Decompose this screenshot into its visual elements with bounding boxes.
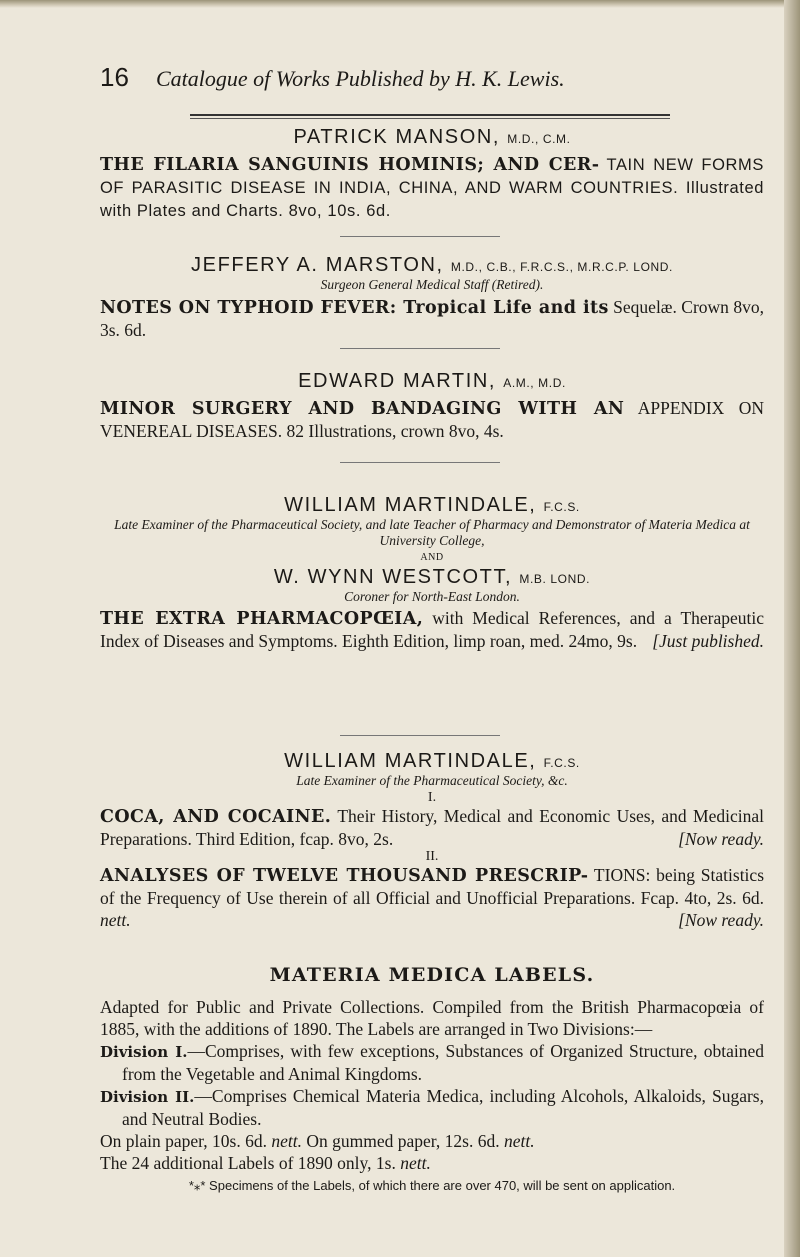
- price-line-one: [100, 1130, 764, 1152]
- author-role: Late Examiner of the Pharmaceutical Society, and late Teacher of Pharmacy and Demonstrator of Materia Medica at University College,: [114, 517, 750, 548]
- author-qualifications: M.D., C.B., F.R.C.S., M.R.C.P. LOND.: [450, 260, 673, 274]
- division-two: [100, 1085, 764, 1130]
- price-line-two: [100, 1152, 764, 1174]
- book-title: NOTES ON TYPHOID FEVER: Tropical Life and its: [100, 298, 609, 318]
- author-name: WILLIAM MARTINDALE,: [284, 750, 537, 772]
- book-title: COCA, AND COCAINE.: [100, 807, 332, 827]
- book-title: MINOR SURGERY AND BANDAGING WITH AN: [100, 399, 625, 419]
- materia-medica-section: [100, 964, 764, 1194]
- division-two-label: Division II.: [100, 1088, 195, 1106]
- coauthor-name: W. WYNN WESTCOTT,: [273, 566, 513, 588]
- section-title: MATERIA MEDICA LABELS.: [269, 964, 595, 986]
- page-number: 16: [100, 62, 129, 92]
- availability-note: [Now ready.: [678, 829, 764, 849]
- author-qualifications: F.C.S.: [543, 500, 580, 514]
- entry-martindale-westcott: [100, 494, 764, 652]
- section-intro: Adapted for Public and Private Collections. Compiled from the British Pharmacopœia of 1885, with the additions of 1890. The Labels are arranged in Two Divisions:—: [100, 997, 764, 1039]
- price-gummed: On gummed paper, 12s. 6d.: [306, 1131, 500, 1151]
- book-description: Sequelæ. Crown 8vo, 3s. 6d.: [100, 297, 764, 340]
- nett-label: nett.: [400, 1153, 431, 1173]
- entry-manson: [100, 126, 764, 222]
- author-heading: [100, 254, 764, 277]
- entry-body: [100, 397, 764, 442]
- and-connector: AND: [420, 552, 444, 563]
- book-description: Their History, Medical and Economic Uses, and Medicinal Preparations. Third Edition, fcap. 8vo, 2s.: [100, 806, 764, 849]
- entry-marston: [100, 254, 764, 341]
- entry-body: [100, 805, 764, 850]
- availability-note: [Now ready.: [678, 910, 764, 930]
- entry-body: [100, 607, 764, 652]
- availability-note: [Just published.: [652, 631, 764, 651]
- entry-martindale: [100, 750, 764, 931]
- separator-rule: [340, 462, 500, 463]
- part-numeral: I.: [427, 790, 437, 805]
- entry-body: [100, 864, 764, 931]
- separator-rule: [340, 236, 500, 237]
- book-description: with Medical References, and a Therapeutic Index of Diseases and Symptoms. Eighth Edition, limp roan, med. 24mo, 9s.: [100, 608, 765, 651]
- book-title: THE EXTRA PHARMACOPŒIA,: [100, 609, 424, 629]
- price-additional: The 24 additional Labels of 1890 only, 1s.: [100, 1153, 396, 1173]
- nett-label: nett.: [271, 1131, 302, 1151]
- running-title: Catalogue of Works Published by H. K. Lewis.: [156, 66, 565, 91]
- entry-body: [100, 153, 764, 222]
- author-qualifications: A.M., M.D.: [503, 376, 566, 390]
- nett-label: nett.: [100, 910, 131, 930]
- author-heading: [100, 494, 764, 517]
- specimens-footnote: *⁎* Specimens of the Labels, of which there are over 470, will be sent on application.: [188, 1178, 676, 1193]
- book-title: THE FILARIA SANGUINIS HOMINIS; AND CER-: [100, 155, 600, 175]
- book-title: ANALYSES OF TWELVE THOUSAND PRESCRIP-: [100, 866, 589, 886]
- author-name: PATRICK MANSON,: [293, 126, 501, 148]
- header-rule: [190, 114, 670, 119]
- separator-rule: [340, 348, 500, 349]
- division-one: [100, 1040, 764, 1085]
- author-role: Surgeon General Medical Staff (Retired).: [320, 277, 544, 292]
- author-heading: [100, 750, 764, 773]
- running-head: [100, 60, 760, 100]
- book-description: APPENDIX ON VENEREAL DISEASES. 82 Illustrations, crown 8vo, 4s.: [100, 398, 764, 441]
- author-name: WILLIAM MARTINDALE,: [284, 494, 537, 516]
- entry-body: [100, 296, 764, 341]
- separator-rule: [340, 735, 500, 736]
- author-role: Late Examiner of the Pharmaceutical Society, &c.: [296, 773, 568, 788]
- book-description: TAIN NEW FORMS OF PARASITIC DISEASE IN INDIA, CHINA, AND WARM COUNTRIES. Illustrated with Plates and Charts. 8vo, 10s. 6d.: [100, 156, 764, 220]
- author-qualifications: M.D., C.M.: [507, 132, 571, 146]
- book-description: TIONS: being Statistics of the Frequency of Use therein of all Official and Unofficial Preparations. Fcap. 4to, 2s. 6d.: [100, 865, 764, 908]
- author-heading: [100, 370, 764, 393]
- division-two-text: —Comprises Chemical Materia Medica, including Alcohols, Alkaloids, Sugars, and Neutral Bodies.: [122, 1086, 764, 1129]
- author-qualifications: F.C.S.: [543, 756, 580, 770]
- coauthor-qualifications: M.B. LOND.: [519, 572, 591, 586]
- author-name: JEFFERY A. MARSTON,: [191, 254, 444, 276]
- part-numeral: II.: [425, 849, 439, 864]
- entry-martin: [100, 370, 764, 442]
- author-name: EDWARD MARTIN,: [298, 370, 497, 392]
- division-one-label: Division I.: [100, 1043, 188, 1061]
- author-heading: [100, 126, 764, 149]
- price-plain: On plain paper, 10s. 6d.: [100, 1131, 267, 1151]
- coauthor-role: Coroner for North-East London.: [344, 589, 520, 604]
- division-one-text: —Comprises, with few exceptions, Substances of Organized Structure, obtained from the Vegetable and Animal Kingdoms.: [122, 1041, 765, 1084]
- coauthor-heading: [100, 566, 764, 589]
- nett-label: nett.: [503, 1131, 535, 1151]
